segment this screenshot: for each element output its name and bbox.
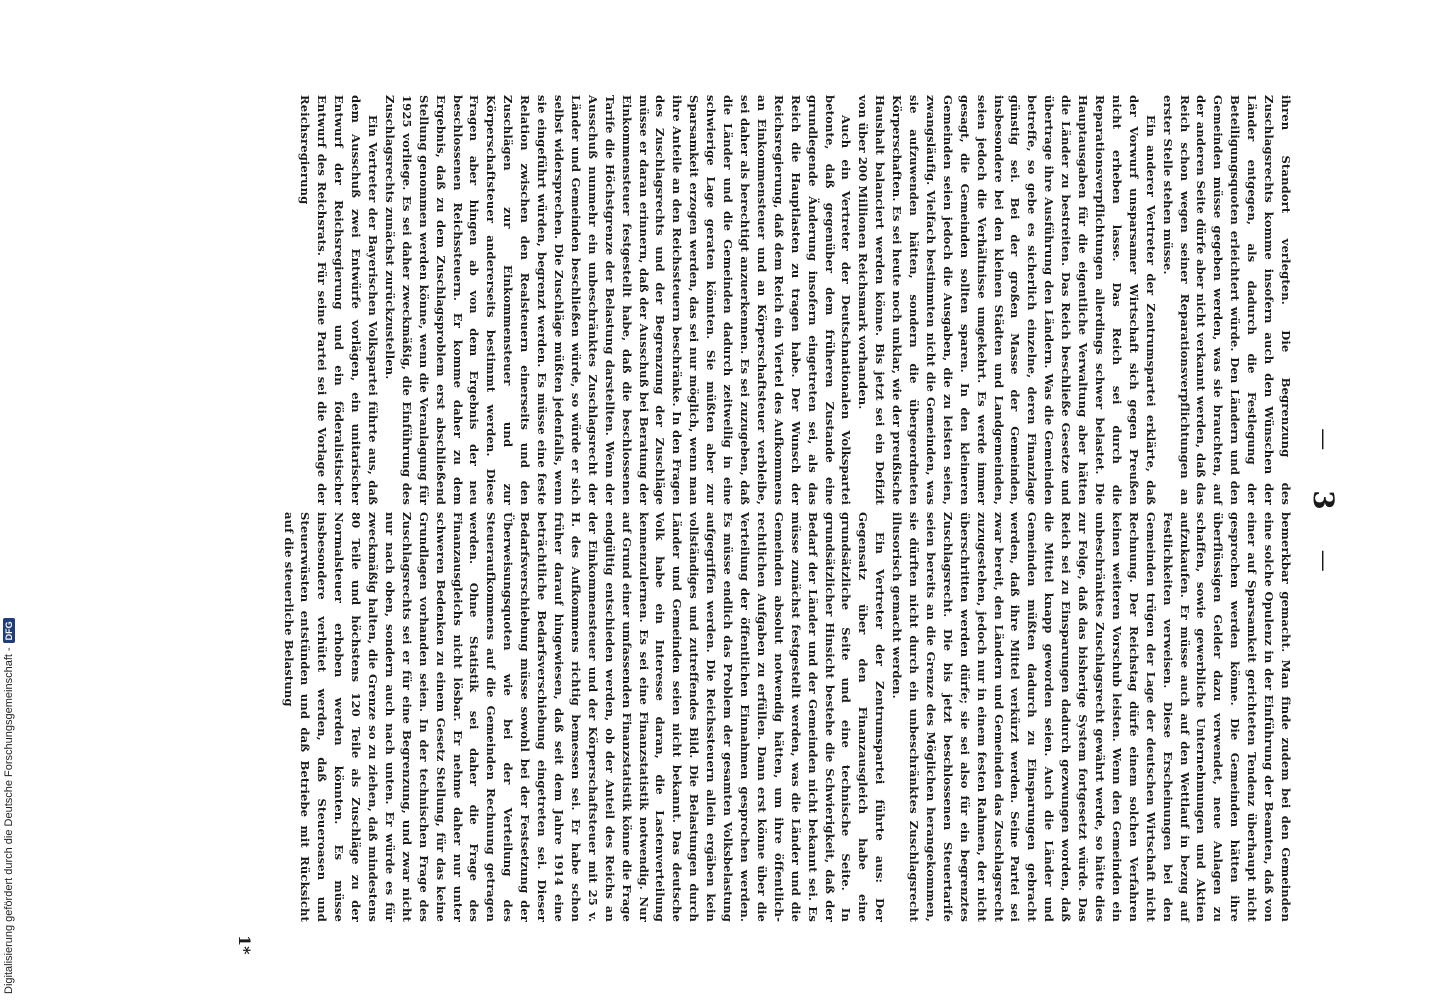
text-column-left (154, 95, 1294, 505)
paragraph: bemerkbar gemacht. Man finde zudem bei den Gemeinden eine solche Opulenz in der Einführung der Beamten, daß von einer auf Sparsamkeit gerichteten Tendenz überhaupt nicht gesprochen werden könne. Die Gemeinden hätten ihre überflüssigen Gelder dazu verwendet, neue Anlagen zu schaffen, sowie gewerbliche Unternehmungen und Aktien aufzukaufen. Er müsse auch auf den Wettlauf in bezug auf Festlichkeiten verweisen. Diese Erscheinungen bei den Gemeinden trügen der Lage der deutschen Wirtschaft nicht Rechnung. Der Reichstag dürfe einem solchen Verfahren keinen weiteren Vorschub leisten. Wenn den Gemeinden ein unbeschränktes Zuschlagsrecht gewährt werde, so hätte dies zur Folge, daß das bisherige System fortgesetzt würde. Das Reich sei zu Einsparungen dadurch gezwungen worden, daß die Mittel knapp geworden seien. Auch die Länder und Gemeinden müßten dadurch zu Einsparungen gebracht werden, daß ihre Mittel verkürzt werden. Seine Partei sei zwar bereit, den Ländern und Gemeinden das Zuschlagsrecht zuzugestehen, jedoch nur in einem festen Rahmen, der nicht überschritten werden dürfe; sie sei also für ein begrenztes Zuschlagsrecht. Die bis jetzt beschlossenen Steuertarife seien bereits an die Grenze des Möglichen herangekommen, sie dürften nicht durch ein unbeschränktes Zuschlagsrecht illusorisch gemacht werden. (890, 512, 1293, 922)
credit-text: Digitalisierung gefördert durch die Deutsche Forschungsgemeinschaft - (3, 647, 15, 994)
paragraph: Auch ein Vertreter der Deutschnationalen Volkspartei betonte, daß gegenüber dem früheren Zustande eine grundlegende Änderung insofern eingetreten sei, als das Reich die Hauptlasten zu tragen habe. Der Wunsch der Reichsregierung, daß dem Reich ein Viertel des Aufkommens an Einkommensteuer und an Körperschaftsteuer verbleibe, sei daher als berechtigt anzuerkennen. Es sei zuzugeben, daß die Länder und die Gemeinden dadurch zeitweilig in eine schwierige Lage geraten könnten. Sie müßten aber zur Sparsamkeit erzogen werden, das sei nur möglich, wenn man ihre Anteile an den Reichssteuern beschränke. In den Fragen des Zuschlagsrechts und der Begrenzung der Zuschläge müsse er daran erinnern, daß der Ausschuß bei Beratung der Einkommensteuer festgestellt habe, daß die beschlossenen Tarife die Höchstgrenze der Belastung darstellten. Wenn der Ausschuß nunmehr ein unbeschränktes Zuschlagsrecht der Länder und Gemeinden beschließen würde, so würde er sich selbst widersprechen. Die Zuschläge müßten jedenfalls, wenn sie eingeführt würden, begrenzt werden. Es müsse eine feste Relation zwischen den Realsteuern einerseits und den Zuschlägen zur Einkommensteuer und zur Körperschaftsteuer andererseits bestimmt werden. Diese Fragen aber hingen ab von dem Ergebnis der neu beschlossenen Reichssteuern. Er komme daher zu dem Ergebnis, daß zu dem Zuschlagsproblem erst abschließend Stellung genommen werden könne, wenn die Veranlagung für 1925 vorliege. Es sei daher zweckmäßig, die Einführung des Zuschlagsrechts zunächst zurückzustellen. (382, 95, 854, 505)
page-number: 3 (1307, 490, 1341, 510)
header-dash-right: — (1311, 549, 1337, 572)
page-header (1294, 0, 1354, 1000)
paragraph: ihren Standort verlegten. Die Begrenzung des Zuschlagsrechts komme insofern auch den Wünschen der Länder entgegen, als dadurch die Festlegung der Beteiligungsquoten erleichtert würde. Den Ländern und den Gemeinden müsse gegeben werden, was sie brauchten, auf der anderen Seite dürfe aber nicht verkannt werden, daß das Reich schon wegen seiner Reparationsverpflichtungen an erster Stelle stehen müsse. (1160, 95, 1293, 505)
paragraph: Ein Vertreter der Zentrumspartei führte aus: Der Gegensatz über den Finanzausgleich habe eine grundsätzliche Seite und eine technische Seite. In grundsätzlicher Hinsicht bestehe die Schwierigkeit, daß der Bedarf der Länder und der Gemeinden nicht bekannt sei. Es müsse zunächst festgestellt werden, was die Länder und die Gemeinden absolut notwendig hätten, um ihre öffentlich-rechtlichen Aufgaben zu erfüllen. Dann erst könne über die Verteilung der öffentlichen Einnahmen gesprochen werden. Es müsse endlich das Problem der gesamten Volksbelastung aufgegriffen werden. Die Reichssteuern allein ergäben kein vollständiges und zutreffendes Bild. Die Belastungen durch Länder und Gemeinden seien nicht bekannt. Das deutsche Volk habe ein Interesse daran, die Lastenverteilung kennenzulernen. Es sei eine Finanzstatistik notwendig. Nur auf Grund einer umfassenden Finanzstatistik könne die Frage endgültig entschieden werden, ob der Anteil des Reichs an der Einkommensteuer und der Körperschaftsteuer mit 25 v. H. des Aufkommens richtig bemessen sei. Er habe schon früher darauf hingewiesen, daß seit dem Jahre 1914 eine beträchtliche Bedarfsverschiebung eingetreten sei. Dieser Bedarfsverschiebung müsse sowohl bei der Festsetzung der Überweisungsquoten wie bei der Verteilung des Steueraufkommens auf die Gemeinden Rechnung getragen werden. Ohne Statistik sei daher die Frage des Finanzausgleichs nicht lösbar. Er nehme daher nur unter schweren Bedenken zu einem Gesetz Stellung, für das keine Grundlagen vorhanden seien. In der technischen Frage des Zuschlagsrechts sei er für eine Begrenzung, und zwar nicht nur nach oben, sondern auch nach unten. Er würde es für zweckmäßig halten, die Grenze so zu ziehen, daß mindestens 80 Teile und höchstens 120 Teile als Zuschläge zu der Normalsteuer erhoben werden könnten. Es müsse insbesondere verhütet werden, daß Steueroasen und Steuerwüsten entstünden und daß Betriebe mit Rücksicht auf die steuerliche Belastung (281, 512, 888, 922)
dfg-logo-icon: DFG (3, 618, 15, 643)
digitization-credit (0, 594, 22, 994)
paragraph: Ein anderer Vertreter der Zentrumspartei erklärte, daß der Vorwurf unsparsamer Wirtschaft sich gegen Preußen nicht erheben lasse. Das Reich sei durch die Reparationsverpflichtungen allerdings schwer belastet. Die Hauptausgaben für die eigentliche Verwaltung aber hätten die Länder zu bestreiten. Das Reich beschließe Gesetze und übertrage ihre Ausführung den Ländern. Was die Gemeinden betreffe, so gebe es sicherlich einzelne, deren Finanzlage günstig sei. Bei der großen Masse der Gemeinden, insbesondere bei den kleinen Städten und Landgemeinden, seien jedoch die Verhältnisse umgekehrt. Es werde immer gesagt, die Gemeinden sollten sparen. In den kleineren Gemeinden seien jedoch die Ausgaben, die zu leisten seien, zwangsläufig. Vielfach bestimmten nicht die Gemeinden, was sie aufzuwenden hätten, sondern die übergeordneten Körperschaften. Es sei heute noch unklar, wie der preußische Haushalt balanciert werden könne. Bis jetzt sei ein Defizit von über 200 Millionen Reichsmark vorhanden. (856, 95, 1158, 505)
header-dash-left: — (1311, 428, 1337, 451)
text-column-right (154, 512, 1294, 922)
sheet-signature: 1* (235, 935, 254, 955)
paragraph: Ein Vertreter der Bayerischen Volkspartei führte aus, daß dem Ausschuß zwei Entwürfe vorlägen, ein unitarischer Entwurf der Reichsregierung und ein föderalistischer Entwurf des Reichsrats. Für seine Partei sei die Vorlage der Reichsregierung (298, 95, 381, 505)
